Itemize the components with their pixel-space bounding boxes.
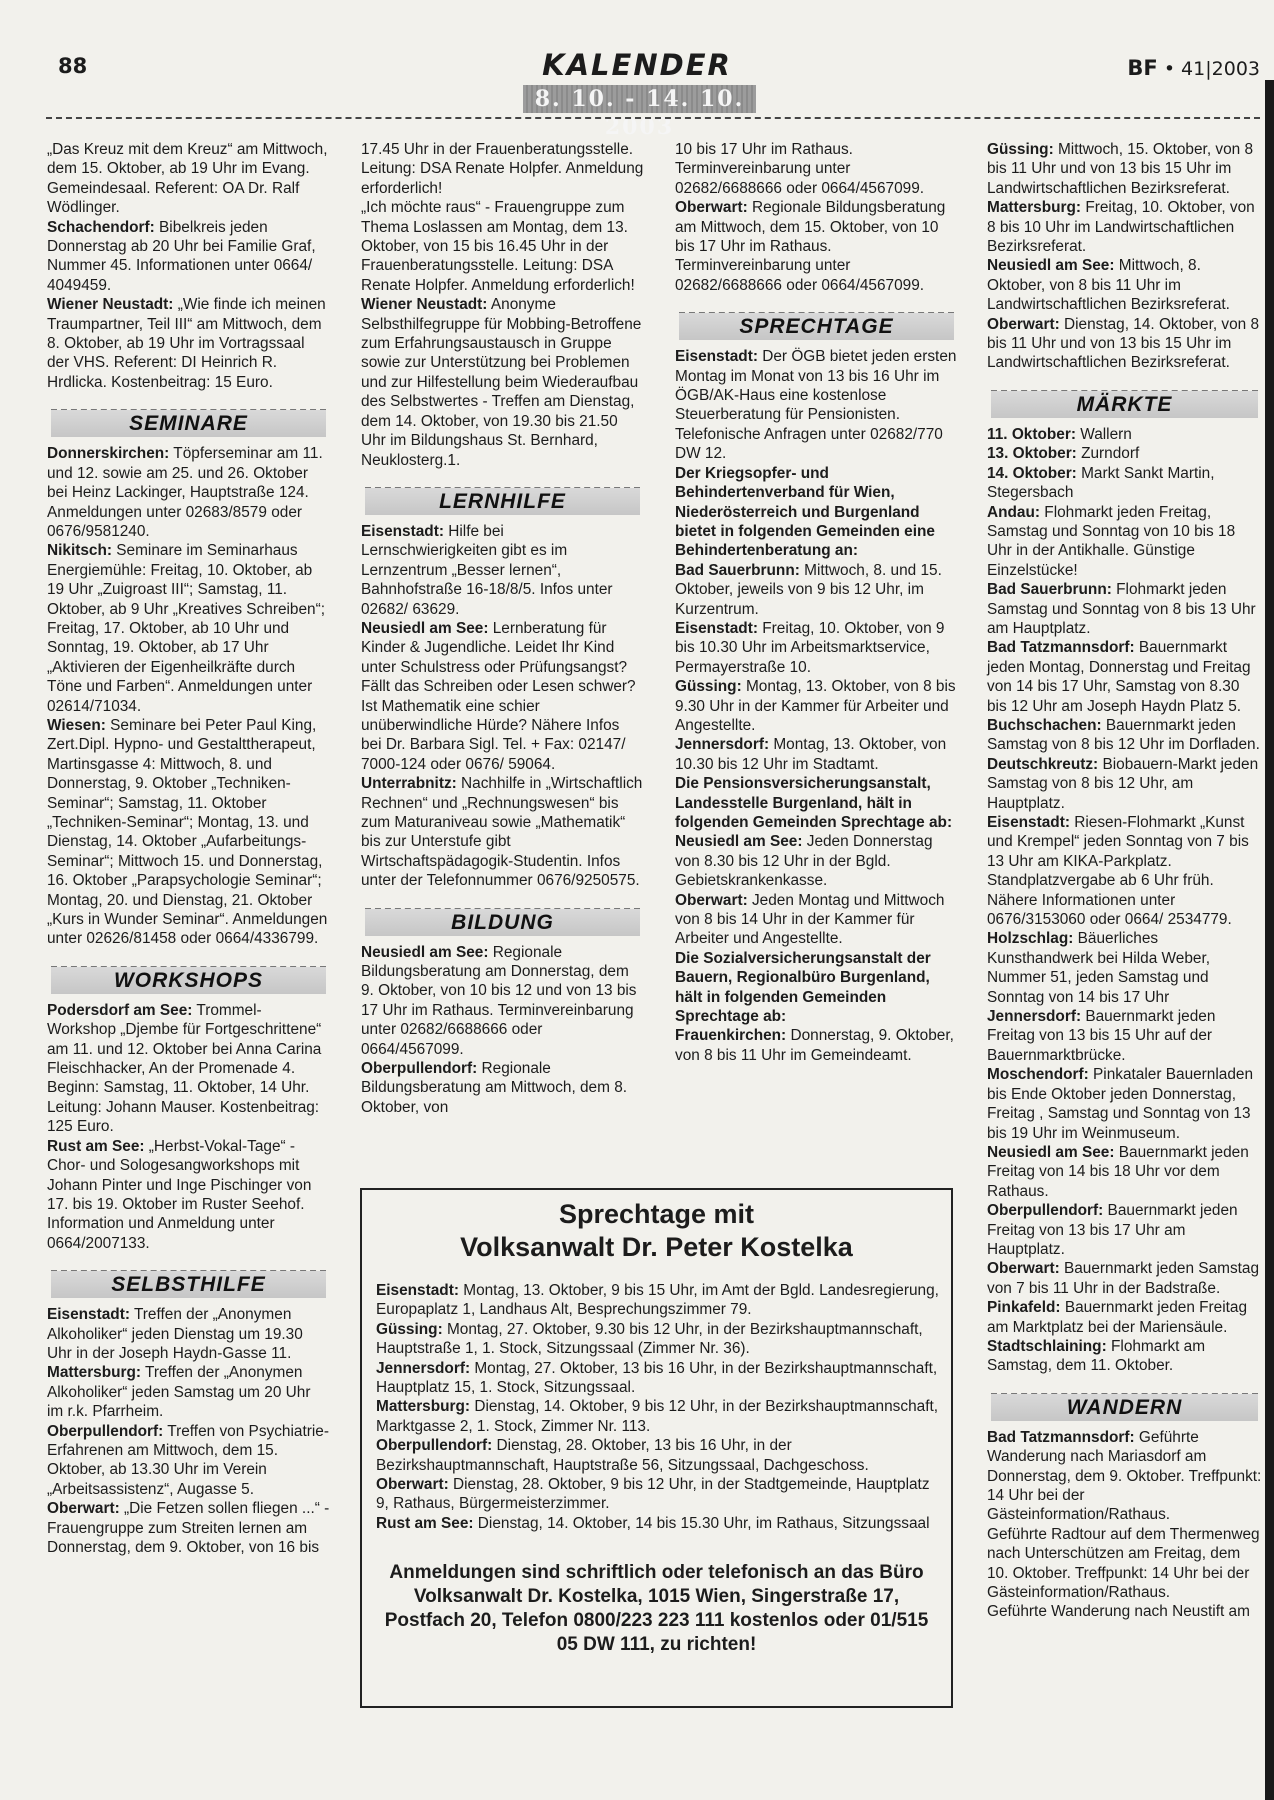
event-entry <box>675 198 958 295</box>
section-title: KALENDER <box>542 48 732 82</box>
event-text: Dienstag, 14. Oktober, 9 bis 12 Uhr, in der Bezirkshauptmannschaft, Marktgasse 2, 1. Stock, Zimmer Nr. 113. <box>376 1398 939 1435</box>
event-text: Dienstag, 14. Oktober, 14 bis 15.30 Uhr, im Rathaus, Sitzungssaal <box>473 1514 930 1532</box>
event-entry <box>987 716 1262 755</box>
notice-entries <box>376 1281 939 1533</box>
column-3 <box>675 140 958 1065</box>
event-location: Güssing: <box>675 678 742 696</box>
event-location: Eisenstadt: <box>47 1306 130 1324</box>
page-number: 88 <box>58 54 88 78</box>
event-entry <box>987 1201 1262 1259</box>
event-text: Donnerstag, 9. Oktober, von 8 bis 11 Uhr im Gemeindeamt. <box>675 1027 954 1064</box>
event-entry <box>675 347 958 463</box>
event-text: Montag, 27. Oktober, 9.30 bis 12 Uhr, in der Bezirkshauptmannschaft, Hauptstraße 1, 1. Stock, Sitzungssaal (Zimmer Nr. 36). <box>376 1320 923 1358</box>
event-text: Seminare im Seminarhaus Energiemühle: Freitag, 10. Oktober, ab 19 Uhr „Zuigroast III“; Samstag, 11. Oktober, ab 9 Uhr „Kreatives Schreiben“; Freitag, 17. Oktober, ab 10 Uhr und Sonntag, 19. Oktober, ab 17 Uhr „Aktivieren der Eigenheilkräfte durch Töne und Farben“. Anmeldungen unter 02614/71034. <box>47 542 326 715</box>
event-entry <box>361 943 644 1059</box>
event-text: Dienstag, 28. Oktober, 13 bis 16 Uhr, in der Bezirkshauptmannschaft, Hauptstraße 56, Sitzungssaal, Dachgeschoss. <box>376 1437 869 1474</box>
event-location: Schachendorf: <box>47 218 155 236</box>
ombudsman-notice-box <box>360 1188 953 1708</box>
event-text: Bauernmarkt jeden Samstag von 7 bis 11 Uhr in der Badstraße. <box>987 1260 1260 1297</box>
event-list <box>47 1001 330 1253</box>
event-text: Freitag, 10. Oktober, von 8 bis 10 Uhr im Landwirtschaftlichen Bezirksreferat. <box>987 199 1255 256</box>
column-2 <box>361 140 644 1117</box>
event-entry <box>376 1436 939 1475</box>
event-text: Montag, 13. Oktober, von 8 bis 9.30 Uhr in der Kammer für Arbeiter und Angestellte. <box>675 678 956 734</box>
event-list <box>361 943 644 1118</box>
event-text: Freitag, 10. Oktober, von 9 bis 10.30 Uhr im Arbeitsmarktservice, Permayerstraße 10. <box>675 619 945 676</box>
event-list <box>47 1305 330 1557</box>
event-location: Stadtschlaining: <box>987 1337 1107 1355</box>
event-entry <box>675 677 958 735</box>
event-text: Bauernmarkt jeden Freitag von 13 bis 15 Uhr auf der Bauernmarktbrücke. <box>987 1008 1216 1064</box>
header-divider <box>46 117 1260 119</box>
issue-prefix: BF <box>1127 56 1158 80</box>
page-header <box>0 0 1274 140</box>
column-4 <box>987 140 1262 1622</box>
event-list <box>675 347 958 1065</box>
event-location: Neusiedl am See: <box>987 1143 1115 1161</box>
event-text: Flohmarkt jeden Samstag und Sonntag von 8 bis 13 Uhr am Hauptplatz. <box>987 581 1256 637</box>
section-title-wandern: WANDERN <box>991 1394 1258 1421</box>
event-location: Bad Tatzmannsdorf: <box>987 639 1135 657</box>
event-text: Montag, 13. Oktober, 9 bis 15 Uhr, im Amt der Bgld. Landesregierung, Europaplatz 1, Landhaus Alt, Besprechungszimmer 79. <box>376 1282 939 1319</box>
event-text: Jeden Donnerstag von 8.30 bis 12 Uhr in der Bgld. Gebietskrankenkasse. <box>675 833 933 890</box>
event-location: Jennersdorf: <box>987 1008 1082 1026</box>
event-text: 10 bis 17 Uhr im Rathaus. Terminvereinbarung unter 02682/6688666 oder 0664/4567099. <box>675 141 925 197</box>
column-1 <box>47 140 330 1557</box>
event-text: Töpferseminar am 11. und 12. sowie am 25. und 26. Oktober bei Heinz Lackinger, Hauptstraße 124. Anmeldungen unter 02683/8579 oder 0676/9581240. <box>47 445 323 540</box>
event-text: Flohmarkt jeden Freitag, Samstag und Sonntag von 10 bis 18 Uhr in der Antikhalle. Günstige Einzelstücke! <box>987 503 1236 579</box>
event-location: 14. Oktober: <box>987 464 1077 482</box>
event-list <box>47 444 330 949</box>
event-text: 17.45 Uhr in der Frauenberatungsstelle. Leitung: DSA Renate Holpfer. Anmeldung erforderlich! <box>361 141 644 197</box>
event-text: „Ich möchte raus“ - Frauengruppe zum Thema Loslassen am Montag, dem 13. Oktober, von 15 bis 16.45 Uhr in der Frauenberatungsstelle. Leitung: DSA Renate Holpfer. Anmeldung erforderlich! <box>361 199 635 294</box>
event-entry <box>47 541 330 716</box>
event-list <box>987 425 1262 1376</box>
event-location: Oberwart: <box>987 315 1060 333</box>
event-text: Montag, 27. Oktober, 13 bis 16 Uhr, in der Bezirkshauptmannschaft, Hauptplatz 15, 1. Stock, Sitzungssaal. <box>376 1359 938 1397</box>
section-header-sprechtage <box>675 312 958 340</box>
event-location: Jennersdorf: <box>675 736 770 754</box>
event-text: Regionale Bildungsberatung am Donnerstag, dem 9. Oktober, von 10 bis 12 und von 13 bis 17 Uhr im Rathaus. Terminvereinbarung unter 02682/6688666 oder 0664/4567099. <box>361 943 637 1058</box>
event-entry <box>675 949 958 1027</box>
event-list <box>675 140 958 295</box>
issue-number: • 41|2003 <box>1163 58 1260 80</box>
event-text: Geführte Wanderung nach Neustift am <box>987 1603 1250 1621</box>
event-location: Podersdorf am See: <box>47 1001 193 1019</box>
event-location: Güssing: <box>987 141 1054 158</box>
event-text: Lernberatung für Kinder & Jugendliche. Leidet Ihr Kind unter Schulstress oder Prüfungsangst? Fällt das Schreiben oder Lesen schwer? Ist Mathematik eine schier unüberwindliche Hürde? Nähere Infos bei Dr. Barbara Sigl. Tel. + Fax: 02147/ 7000-124 oder 0676/ 59064. <box>361 619 636 773</box>
event-entry <box>47 1422 330 1500</box>
event-entry <box>987 580 1262 638</box>
event-entry <box>675 735 958 774</box>
event-text: Bäuerliches Kunsthandwerk bei Hilda Weber, Nummer 51, jeden Samstag und Sonntag von 14 bis 17 Uhr <box>987 930 1211 1006</box>
event-location: Eisenstadt: <box>675 619 758 637</box>
event-entry <box>47 1305 330 1363</box>
event-entry <box>987 929 1262 1007</box>
event-entry <box>47 218 330 296</box>
event-entry <box>675 619 958 677</box>
event-entry <box>376 1359 939 1398</box>
event-text: Anonyme Selbsthilfegruppe für Mobbing-Betroffene zum Erfahrungsaustausch in Gruppe sowie zur Unterstützung bei Problemen und zur Hilfestellung beim Wiederaufbau des Selbstwertes - Treffen am Dienstag, dem 14. Oktober, von 19.30 bis 21.50 Uhr im Bildungshaus St. Bernhard, Neuklosterg.1. <box>361 296 642 469</box>
event-location: Rust am See: <box>376 1514 474 1532</box>
event-location: Oberwart: <box>675 891 748 909</box>
notice-title <box>362 1198 951 1264</box>
event-location: Andau: <box>987 503 1041 521</box>
event-entry <box>987 256 1262 314</box>
event-location: Holzschlag: <box>987 930 1074 948</box>
section-header-workshops <box>47 966 330 994</box>
section-header-maerkte <box>987 390 1262 418</box>
event-entry <box>675 774 958 832</box>
event-entry <box>361 774 644 890</box>
event-location: Oberpullendorf: <box>47 1422 164 1440</box>
event-text: Regionale Bildungsberatung am Mittwoch, dem 15. Oktober, von 10 bis 17 Uhr im Rathaus. Terminvereinbarung unter 02682/6688666 oder 0664/4567099. <box>675 199 946 294</box>
event-text: Flohmarkt am Samstag, dem 11. Oktober. <box>987 1337 1206 1375</box>
event-location: Eisenstadt: <box>376 1282 459 1299</box>
event-entry <box>47 1001 330 1137</box>
date-range-banner: 8. 10. - 14. 10. 2003 <box>523 85 756 113</box>
event-entry <box>987 1259 1262 1298</box>
event-entry <box>987 198 1262 256</box>
event-entry <box>987 444 1262 463</box>
event-location: Neusiedl am See: <box>361 619 489 637</box>
section-title-lernhilfe: LERNHILFE <box>365 488 640 515</box>
event-location: Oberwart: <box>376 1476 449 1494</box>
event-entry <box>675 561 958 619</box>
event-entry <box>361 1059 644 1117</box>
event-text: Pinkataler Bauernladen bis Ende Oktober jeden Donnerstag, Freitag , Samstag und Sonntag von 13 bis 19 Uhr im Weinmuseum. <box>987 1066 1254 1142</box>
event-location: Die Sozialversicherungsanstalt der Bauern, Regionalbüro Burgenland, hält in folgenden Gemeinden Sprechtage ab: <box>675 949 931 1026</box>
event-location: Unterrabnitz: <box>361 775 457 793</box>
event-entry <box>47 716 330 949</box>
section-header-bildung <box>361 908 644 936</box>
event-location: Mattersburg: <box>376 1398 471 1416</box>
event-list <box>987 140 1262 373</box>
event-location: Oberpullendorf: <box>987 1202 1104 1220</box>
event-entry <box>987 140 1262 198</box>
event-location: Oberpullendorf: <box>361 1060 478 1078</box>
event-location: Oberwart: <box>987 1260 1060 1278</box>
event-list <box>361 140 644 470</box>
event-location: Rust am See: <box>47 1137 145 1155</box>
event-entry <box>987 464 1262 503</box>
event-text: Zurndorf <box>1076 445 1140 463</box>
event-entry <box>675 464 958 561</box>
event-text: Geführte Wanderung nach Mariasdorf am Donnerstag, dem 9. Oktober. Treffpunkt: 14 Uhr bei der Gästeinformation/Rathaus. <box>987 1428 1262 1524</box>
event-entry <box>376 1514 939 1533</box>
event-location: Moschendorf: <box>987 1066 1089 1084</box>
event-entry <box>376 1475 939 1514</box>
event-entry <box>987 503 1262 581</box>
event-text: Nachhilfe in „Wirtschaftlich Rechnen“ und „Rechnungswesen“ bis zum Maturaniveau sowie „Mathematik“ bis zur Unterstufe gibt Wirtschaftspädagogik-Studentin. Infos unter der Telefonnummer 0676/9250575. <box>361 775 643 890</box>
notice-title-line-2: Volksanwalt Dr. Peter Kostelka <box>460 1232 853 1262</box>
event-entry <box>675 891 958 949</box>
event-location: Wiener Neustadt: <box>361 296 488 314</box>
section-title-bildung: BILDUNG <box>365 909 640 936</box>
event-entry <box>987 1525 1262 1603</box>
event-text: Mittwoch, 8. und 15. Oktober, jeweils von 9 bis 12 Uhr, im Kurzentrum. <box>675 561 942 618</box>
event-location: Der Kriegsopfer- und Behindertenverband für Wien, Niederösterreich und Burgenland bietet in folgenden Gemeinden eine Behindertenberatung an: <box>675 464 935 560</box>
event-text: Trommel-Workshop „Djembe für Fortgeschrittene“ am 11. und 12. Oktober bei Anna Carina Fleischhacker, An der Promenade 4. Beginn: Samstag, 11. Oktober, 14 Uhr. Leitung: Johann Mauser. Kostenbeitrag: 125 Euro. <box>47 1001 322 1136</box>
notice-footer: Anmeldungen sind schriftlich oder telefonisch an das Büro Volksanwalt Dr. Kostelka, 1015 Wien, Singerstraße 17, Postfach 20, Telefon 0800/223 223 111 kostenlos oder 01/515 05 DW 111, zu richten! <box>384 1562 929 1656</box>
event-entry <box>47 295 330 392</box>
event-entry <box>987 1298 1262 1337</box>
event-entry <box>987 813 1262 929</box>
event-list <box>987 1428 1262 1622</box>
issue-label <box>1127 56 1260 80</box>
event-text: Hilfe bei Lernschwierigkeiten gibt es im Lernzentrum „Besser lernen“, Bahnhofstraße 16-18/8/5. Infos unter 02682/ 63629. <box>361 522 613 618</box>
event-location: Wiesen: <box>47 716 106 734</box>
page-edge-shadow <box>1265 80 1274 1800</box>
event-list <box>361 522 644 891</box>
event-text: Riesen-Flohmarkt „Kunst und Krempel“ jeden Sonntag von 7 bis 13 Uhr am KIKA-Parkplatz. Standplatzvergabe ab 6 Uhr früh. Nähere Informationen unter 0676/3153060 oder 0664/ 2534779. <box>987 814 1249 929</box>
event-text: Dienstag, 28. Oktober, 9 bis 12 Uhr, in der Stadtgemeinde, Hauptplatz 9, Rathaus, Bürgermeisterzimmer. <box>376 1476 930 1513</box>
section-title-maerkte: MÄRKTE <box>991 391 1258 418</box>
event-text: Treffen von Psychiatrie-Erfahrenen am Mittwoch, dem 15. Oktober, ab 13.30 Uhr im Verein „Arbeitsassistenz“, Augasse 5. <box>47 1422 329 1498</box>
event-text: Dienstag, 14. Oktober, von 8 bis 11 Uhr und von 13 bis 15 Uhr im Landwirtschaftlichen Bezirksreferat. <box>987 315 1260 372</box>
section-title-workshops: WORKSHOPS <box>51 967 326 994</box>
event-entry <box>675 1026 958 1065</box>
event-text: Der ÖGB bietet jeden ersten Montag im Monat von 13 bis 16 Uhr im ÖGB/AK-Haus eine kostenlose Steuerberatung für Pensionisten. Telefonische Anfragen unter 02682/770 DW 12. <box>675 348 957 463</box>
event-text: Bauernmarkt jeden Samstag von 8 bis 12 Uhr im Dorfladen. <box>987 716 1260 754</box>
event-location: Jennersdorf: <box>376 1359 471 1377</box>
event-entry <box>47 1499 330 1557</box>
event-text: Mittwoch, 15. Oktober, von 8 bis 11 Uhr und von 13 bis 15 Uhr im Landwirtschaftlichen Bezirksreferat. <box>987 141 1254 197</box>
event-entry <box>361 619 644 774</box>
event-location: Deutschkreutz: <box>987 755 1099 773</box>
event-location: Bad Tatzmannsdorf: <box>987 1428 1135 1446</box>
event-entry <box>675 832 958 890</box>
event-location: Neusiedl am See: <box>361 943 489 961</box>
event-location: Mattersburg: <box>47 1364 142 1382</box>
event-location: Eisenstadt: <box>361 522 444 540</box>
event-entry <box>47 140 330 218</box>
event-location: Oberwart: <box>47 1500 120 1518</box>
event-text: Treffen der „Anonymen Alkoholiker“ jeden Dienstag um 19.30 Uhr in der Joseph Haydn-Gasse 11. <box>47 1306 303 1362</box>
event-entry <box>376 1281 939 1320</box>
event-entry <box>987 425 1262 444</box>
event-entry <box>987 755 1262 813</box>
event-text: „Herbst-Vokal-Tage“ - Chor- und Sologesangworkshops mit Johann Pinter und Inge Pischinger von 17. bis 19. Oktober im Ruster Seehof. Information und Anmeldung unter 0664/2007133. <box>47 1137 312 1252</box>
event-list <box>47 140 330 392</box>
event-location: Neusiedl am See: <box>987 257 1115 275</box>
event-location: Nikitsch: <box>47 542 112 560</box>
event-location: 11. Oktober: <box>987 425 1076 443</box>
event-entry <box>361 140 644 198</box>
event-location: Bad Sauerbrunn: <box>675 561 800 579</box>
event-location: Oberwart: <box>675 199 748 217</box>
event-text: Jeden Montag und Mittwoch von 8 bis 14 Uhr in der Kammer für Arbeiter und Angestellte. <box>675 891 945 948</box>
event-location: Frauenkirchen: <box>675 1027 787 1045</box>
event-text: Bauernmarkt jeden Montag, Donnerstag und Freitag von 14 bis 17 Uhr, Samstag von 8.30 bis 12 Uhr am Joseph Haydn Platz 5. <box>987 639 1251 715</box>
event-text: Biobauern-Markt jeden Samstag von 8 bis 12 Uhr, am Hauptplatz. <box>987 755 1259 812</box>
section-header-lernhilfe <box>361 487 644 515</box>
section-title-selbsthilfe: SELBSTHILFE <box>51 1271 326 1298</box>
event-text: Mittwoch, 8. Oktober, von 8 bis 11 Uhr im Landwirtschaftlichen Bezirksreferat. <box>987 257 1230 314</box>
event-entry <box>47 1137 330 1253</box>
event-location: Eisenstadt: <box>675 348 758 366</box>
event-entry <box>987 1007 1262 1065</box>
event-location: Buchschachen: <box>987 716 1102 734</box>
event-text: Bauernmarkt jeden Freitag am Marktplatz bei der Mariensäule. <box>987 1299 1248 1336</box>
event-location: 13. Oktober: <box>987 445 1077 463</box>
event-text: Wallern <box>1075 425 1132 443</box>
event-location: Donnerskirchen: <box>47 445 170 463</box>
event-entry <box>47 1363 330 1421</box>
event-entry <box>376 1397 939 1436</box>
event-text: Regionale Bildungsberatung am Mittwoch, dem 8. Oktober, von <box>361 1060 628 1116</box>
event-text: „Wie finde ich meinen Traumpartner, Teil III“ am Mittwoch, dem 8. Oktober, ab 19 Uhr im Vortragssaal der VHS. Referent: DI Heinrich R. Hrdlicka. Kostenbeitrag: 15 Euro. <box>47 296 326 391</box>
event-entry <box>987 1065 1262 1143</box>
section-header-selbsthilfe <box>47 1270 330 1298</box>
event-text: Geführte Radtour auf dem Thermenweg nach Unterschützen am Freitag, dem 10. Oktober. Treffpunkt: 14 Uhr bei der Gästeinformation/Rathaus. <box>987 1525 1260 1602</box>
event-location: Bad Sauerbrunn: <box>987 581 1112 599</box>
event-entry <box>987 638 1262 716</box>
section-title-seminare: SEMINARE <box>51 410 326 437</box>
event-location: Pinkafeld: <box>987 1299 1061 1317</box>
event-entry <box>376 1320 939 1359</box>
event-location: Mattersburg: <box>987 199 1082 217</box>
event-text: „Das Kreuz mit dem Kreuz“ am Mittwoch, dem 15. Oktober, ab 19 Uhr im Evang. Gemeindesaal. Referent: OA Dr. Ralf Wödlinger. <box>47 141 328 217</box>
event-location: Oberpullendorf: <box>376 1437 493 1455</box>
event-text: Seminare bei Peter Paul King, Zert.Dipl. Hypno- und Gestalttherapeut, Martinsgasse 4: Mittwoch, 8. und Donnerstag, 9. Oktober „Techniken-Seminar“; Samstag, 11. Oktober „Techniken-Seminar“; Montag, 13. und Dienstag, 14. Oktober „Aufarbeitungs-Seminar“; Mittwoch 15. und Donnerstag, 16. Oktober „Parapsychologie Seminar“; Montag, 20. und Dienstag, 21. Oktober „Kurs in Wunder Seminar“. Anmeldungen unter 02626/81458 oder 0664/4336799. <box>47 716 328 948</box>
event-text: Markt Sankt Martin, Stegersbach <box>987 464 1215 502</box>
event-entry <box>361 198 644 295</box>
event-text: Treffen der „Anonymen Alkoholiker“ jeden Samstag um 20 Uhr im r.k. Pfarrheim. <box>47 1364 311 1421</box>
section-header-seminare <box>47 409 330 437</box>
section-title-sprechtage: SPRECHTAGE <box>679 313 954 340</box>
event-entry <box>987 1602 1262 1621</box>
event-entry <box>675 140 958 198</box>
event-entry <box>987 1337 1262 1376</box>
event-entry <box>361 522 644 619</box>
section-header-wandern <box>987 1393 1262 1421</box>
event-location: Neusiedl am See: <box>675 833 803 851</box>
event-text: Bibelkreis jeden Donnerstag ab 20 Uhr bei Familie Graf, Nummer 45. Informationen unter 0664/ 4049459. <box>47 218 316 294</box>
event-location: Wiener Neustadt: <box>47 296 174 314</box>
event-text: Bauernmarkt jeden Freitag von 13 bis 17 Uhr am Hauptplatz. <box>987 1202 1238 1258</box>
event-text: „Die Fetzen sollen fliegen ...“ - Frauengruppe zum Streiten lernen am Donnerstag, dem 9. Oktober, von 16 bis <box>47 1500 330 1556</box>
event-text: Montag, 13. Oktober, von 10.30 bis 12 Uhr im Stadtamt. <box>675 736 947 773</box>
event-location: Güssing: <box>376 1320 443 1338</box>
event-text: Bauernmarkt jeden Freitag von 14 bis 18 Uhr vor dem Rathaus. <box>987 1143 1249 1200</box>
notice-title-line-1: Sprechtage mit <box>558 1199 755 1229</box>
event-entry <box>987 1428 1262 1525</box>
event-entry <box>987 1143 1262 1201</box>
event-location: Eisenstadt: <box>987 814 1070 831</box>
event-entry <box>987 315 1262 373</box>
event-entry <box>361 295 644 470</box>
event-entry <box>47 444 330 541</box>
event-location: Die Pensionsversicherungsanstalt, Landesstelle Burgenland, hält in folgenden Gemeinden Sprechtage ab: <box>675 775 953 831</box>
